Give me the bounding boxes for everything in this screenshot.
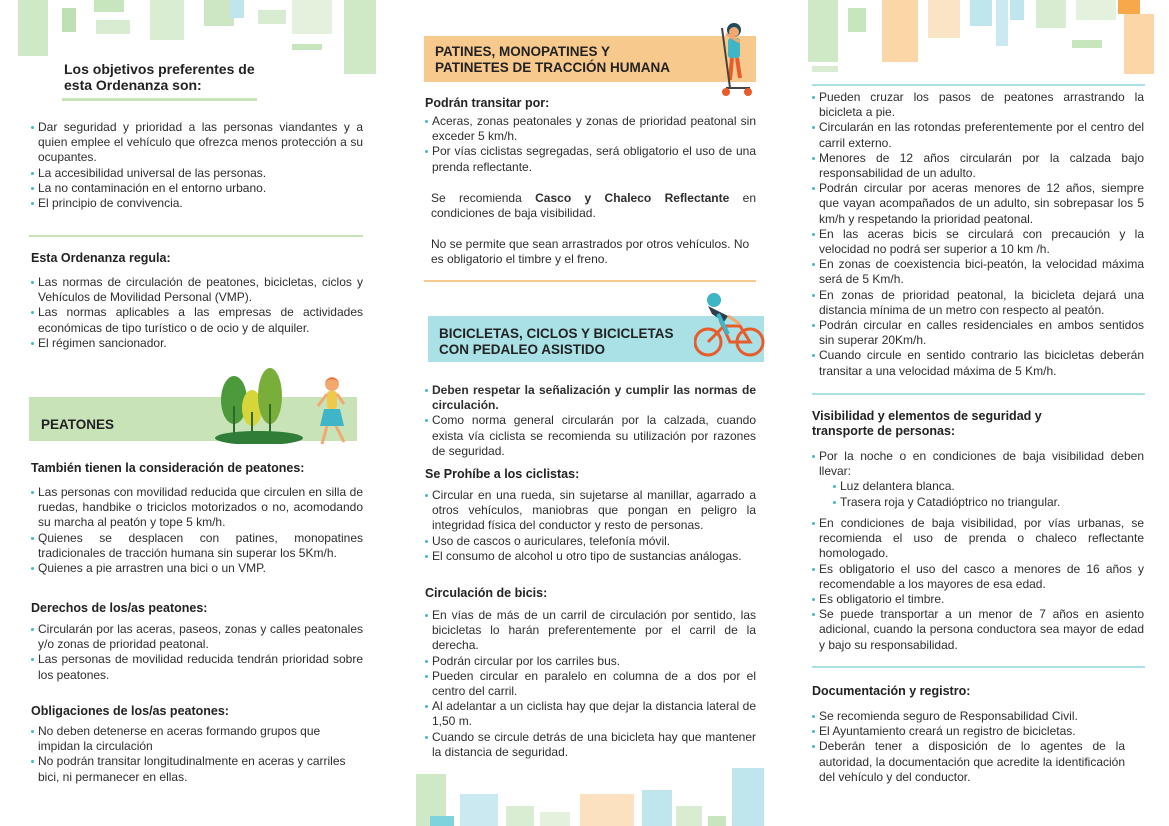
scooter-rider-icon xyxy=(712,20,752,100)
list-item: Cuando se circule detrás de una bicicleta hay que mantener la distancia de seguridad. xyxy=(425,730,756,760)
cyclist-icon xyxy=(694,290,766,360)
bicis-rules-list xyxy=(425,383,756,459)
objetivos-list xyxy=(31,120,363,211)
list-item: Quienes a pie arrastren una bici o un VMP. xyxy=(31,561,363,576)
divider xyxy=(812,666,1145,668)
recomienda-text: Se recomienda Casco y Chaleco Reflectante en condiciones de baja visibilidad. xyxy=(431,191,757,221)
list-item: Deben respetar la señalización y cumplir las normas de circulación. xyxy=(425,383,756,413)
list-item: No podrán transitar longitudinalmente en aceras y carriles bici, ni permanecer en ellas. xyxy=(31,754,353,784)
list-item: Podrán circular por los carriles bus. xyxy=(425,654,756,669)
list-item: Pueden cruzar los pasos de peatones arrastrando la bicicleta a pie. xyxy=(812,90,1144,120)
documentacion-title: Documentación y registro: xyxy=(812,684,971,698)
peatones-banner-title: PEATONES xyxy=(41,417,115,432)
list-item: El régimen sancionador. xyxy=(31,336,363,351)
arrastrados-text: No se permite que sean arrastrados por otros vehículos. No es obligatorio el timbre y el freno. xyxy=(431,237,750,267)
circulacion-list xyxy=(425,608,756,760)
list-item: La no contaminación en el entorno urbano. xyxy=(31,181,363,196)
list-item: Quienes se desplacen con patines, monopatines tradicionales de tracción humana sin superar los 5Km/h. xyxy=(31,531,363,561)
obligaciones-title: Obligaciones de los/as peatones: xyxy=(31,704,229,718)
bicis-banner-title: BICICLETAS, CICLOS Y BICICLETAS CON PEDALEO ASISTIDO xyxy=(439,326,674,357)
list-item: Por la noche o en condiciones de baja visibilidad deben llevar: Luz delantera blanca. Trasera roja y Catadióptrico no triangular. xyxy=(812,449,1144,510)
list-item: Se puede transportar a un menor de 7 años en asiento adicional, cuando la persona conductora sea mayor de edad y bajo su responsabilidad. xyxy=(812,607,1144,653)
divider xyxy=(424,280,756,282)
regula-list xyxy=(31,275,363,351)
list-item: Las normas aplicables a las empresas de actividades económicas de tipo turístico o de ocio y de alquiler. xyxy=(31,305,363,335)
transitar-title: Podrán transitar por: xyxy=(425,96,550,110)
list-item: Circularán en las rotondas preferentemente por el centro del carril externo. xyxy=(812,120,1144,150)
regula-title: Esta Ordenanza regula: xyxy=(31,251,171,265)
list-item: Como norma general circularán por la calzada, cuando exista vía ciclista se recomienda su utilización por razones de seguridad. xyxy=(425,413,756,459)
visibilidad-sublist xyxy=(819,479,1144,509)
list-item: Al adelantar a un ciclista hay que dejar la distancia lateral de 1,50 m. xyxy=(425,699,756,729)
list-item: Circularán por las aceras, paseos, zonas y calles peatonales y/o zonas de prioridad peatonal. xyxy=(31,622,363,652)
list-item: Por vías ciclistas segregadas, será obligatorio el uso de una prenda reflectante. xyxy=(425,144,756,174)
list-item: Deberán tener a disposición de lo agentes de la autoridad, la documentación que acredite la identificación del vehículo y del conductor. xyxy=(812,739,1125,785)
list-item: En zonas de prioridad peatonal, la bicicleta dejará una distancia mínima de un metro con respecto al peatón. xyxy=(812,288,1144,318)
visibilidad-list xyxy=(812,449,1144,510)
patines-banner-title: PATINES, MONOPATINES Y PATINETES DE TRACCIÓN HUMANA xyxy=(435,44,670,75)
circulacion-title: Circulación de bicis: xyxy=(425,586,548,600)
patines-banner xyxy=(424,36,756,82)
list-item: El consumo de alcohol u otro tipo de sustancias análogas. xyxy=(425,549,756,564)
divider xyxy=(812,84,1145,86)
list-item: En las aceras bicis se circulará con precaución y la velocidad no podrá ser superior a 10 km /h. xyxy=(812,227,1144,257)
list-item: El Ayuntamiento creará un registro de bicicletas. xyxy=(812,724,1125,739)
divider xyxy=(29,235,363,237)
objetivos-title-underline xyxy=(62,98,257,101)
prohibe-title: Se Prohíbe a los ciclistas: xyxy=(425,467,580,481)
divider xyxy=(812,393,1145,395)
list-item: Las personas con movilidad reducida que circulen en silla de ruedas, handbike o triciclos motorizados o no, acomodando su marcha al peatón y tope 5 km/h. xyxy=(31,485,363,531)
objetivos-title: Los objetivos preferentes de esta Ordenanza son: xyxy=(64,61,255,93)
list-item: Podrán circular por aceras menores de 12 años, siempre que vayan acompañados de un adulto, sin sobrepasar los 5 km/h y respetando la prioridad peatonal. xyxy=(812,181,1144,227)
list-item: En vías de más de un carril de circulación por sentido, las bicicletas lo harán preferentemente por el carril de la derecha. xyxy=(425,608,756,654)
list-item: Luz delantera blanca. xyxy=(833,479,1144,494)
list-item: Uso de cascos o auriculares, telefonía móvil. xyxy=(425,534,756,549)
visibilidad-rest-list xyxy=(812,516,1144,653)
prohibe-list xyxy=(425,488,756,564)
list-item: Es obligatorio el uso del casco a menores de 16 años y recomendable a los mayores de esa edad. xyxy=(812,562,1144,592)
list-item: Las personas de movilidad reducida tendrán prioridad sobre los peatones. xyxy=(31,652,363,682)
list-item: Circular en una rueda, sin sujetarse al manillar, agarrado a otros vehículos, maniobras que pongan en peligro la integridad física del conductor y resto de personas. xyxy=(425,488,756,534)
consideracion-list xyxy=(31,485,363,576)
pedestrian-girl-icon xyxy=(312,374,352,452)
list-item: No deben detenerse en aceras formando grupos que impidan la circulación xyxy=(31,724,353,754)
derechos-list xyxy=(31,622,363,683)
list-item: Pueden circular en paralelo en columna de a dos por el centro del carril. xyxy=(425,669,756,699)
list-item: Dar seguridad y prioridad a las personas viandantes y a quien emplee el vehículo que ofrezca menos protección a su ocupantes. xyxy=(31,120,363,166)
documentacion-list xyxy=(812,709,1125,785)
list-item: En zonas de coexistencia bici-peatón, la velocidad máxima será de 5 Km/h. xyxy=(812,257,1144,287)
obligaciones-list xyxy=(31,724,353,785)
peatones-banner xyxy=(29,397,357,441)
consideracion-title: También tienen la consideración de peatones: xyxy=(31,461,305,475)
list-item: Las normas de circulación de peatones, bicicletas, ciclos y Vehículos de Movilidad Personal (VMP). xyxy=(31,275,363,305)
visibilidad-title: Visibilidad y elementos de seguridad y transporte de personas: xyxy=(812,409,1042,438)
list-item: Trasera roja y Catadióptrico no triangular. xyxy=(833,495,1144,510)
list-item: Cuando circule en sentido contrario las bicicletas deberán transitar a una velocidad máxima de 5 Km/h. xyxy=(812,348,1144,378)
list-item: El principio de convivencia. xyxy=(31,196,363,211)
derechos-title: Derechos de los/as peatones: xyxy=(31,601,208,615)
trees-illustration xyxy=(214,366,304,444)
list-item: En condiciones de baja visibilidad, por vías urbanas, se recomienda el uso de prenda o chaleco reflectante homologado. xyxy=(812,516,1144,562)
list-item: Podrán circular en calles residenciales en ambos sentidos sin superar 20Km/h. xyxy=(812,318,1144,348)
list-item: Es obligatorio el timbre. xyxy=(812,592,1144,607)
transitar-list xyxy=(425,114,756,175)
bicis-rules-continued-list xyxy=(812,90,1144,379)
list-item: La accesibilidad universal de las personas. xyxy=(31,166,363,181)
list-item: Menores de 12 años circularán por la calzada bajo responsabilidad de un adulto. xyxy=(812,151,1144,181)
list-item: Se recomienda seguro de Responsabilidad Civil. xyxy=(812,709,1125,724)
list-item: Aceras, zonas peatonales y zonas de prioridad peatonal sin exceder 5 km/h. xyxy=(425,114,756,144)
